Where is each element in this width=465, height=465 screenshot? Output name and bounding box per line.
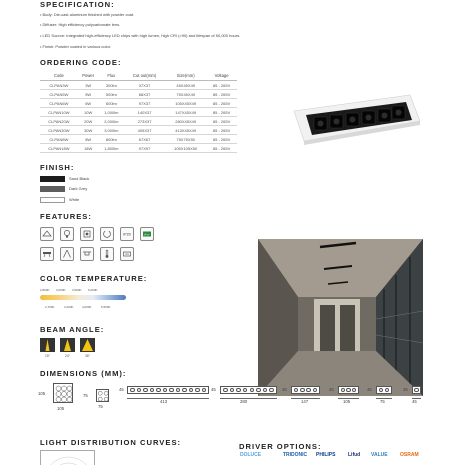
- table-cell: 97X37: [124, 99, 165, 108]
- dim-strip-length: 147: [301, 399, 309, 404]
- ip20-icon: [120, 227, 134, 241]
- table-row: [40, 126, 237, 135]
- dim-strip-length: 280: [240, 399, 248, 404]
- dim-line: [220, 398, 277, 399]
- table-cell: 30W: [78, 126, 99, 135]
- table-row: [40, 108, 237, 117]
- dim-small-height: 75: [83, 393, 88, 398]
- ct-top-label: 2,800K: [40, 288, 50, 292]
- table-cell: 10W: [78, 108, 99, 117]
- table-cell: CLPAN3W: [40, 81, 78, 90]
- beam-15-icon: [40, 338, 55, 352]
- ip-badge: IP20: [123, 232, 131, 237]
- ct-top-label: 3,500K: [72, 288, 82, 292]
- table-cell: 37X37: [124, 81, 165, 90]
- strip-413-drawing: [127, 386, 209, 394]
- table-cell: 1,000lm: [99, 108, 124, 117]
- table-cell: 273X37: [124, 117, 165, 126]
- table-row: [40, 90, 237, 99]
- strip-147-drawing: [291, 386, 320, 394]
- driver-options-title: DRIVER OPTIONS:: [239, 442, 322, 451]
- beam-label: 15°: [45, 354, 50, 358]
- col-header: Flux: [107, 73, 116, 78]
- dim-strip-length: 105: [343, 399, 351, 404]
- rotate-360-icon: [100, 227, 114, 241]
- product-image: [290, 93, 422, 145]
- finish-swatch-white: [40, 197, 65, 203]
- dim-square-width: 105: [57, 406, 65, 411]
- strip-280-drawing: [220, 386, 277, 394]
- brand-logo-value: VALUE: [371, 452, 388, 458]
- rating-badge: A++: [144, 232, 150, 237]
- temperature-icon: [100, 247, 114, 261]
- table-cell: 413X45X49: [165, 126, 206, 135]
- square-105-drawing: [53, 383, 73, 403]
- table-cell: 3,000lm: [99, 126, 124, 135]
- class-rating-icon: [140, 227, 154, 241]
- beam-24-icon: [60, 338, 75, 352]
- ordering-title: ORDERING CODE:: [40, 58, 122, 67]
- table-cell: 2,000lm: [99, 117, 124, 126]
- table-header-row: [40, 71, 237, 81]
- ct-bottom-label: 6,500K: [101, 305, 111, 309]
- light-distribution-title: LIGHT DISTRIBUTION CURVES:: [40, 438, 182, 447]
- table-row: [40, 144, 237, 153]
- driver-icon: [120, 247, 134, 261]
- table-cell: 105X45X49: [165, 99, 206, 108]
- square-75-drawing: [96, 389, 109, 402]
- dim-square-height: 105: [38, 391, 46, 396]
- table-cell: 405X37: [124, 126, 165, 135]
- spec-line: • LED Source: Integrated high-efficiency LED chips with high lumen, high CRI (>90) and lifespan of 50,000 hours.: [40, 33, 241, 38]
- table-cell: 85 - 265V: [206, 81, 237, 90]
- table-cell: 68X37: [124, 90, 165, 99]
- table-cell: 8W: [78, 135, 99, 144]
- room-photo: [258, 239, 423, 396]
- recessed-icon: [80, 247, 94, 261]
- table-cell: 105X105X50: [165, 144, 206, 153]
- table-cell: 85 - 265V: [206, 108, 237, 117]
- col-header: Power: [82, 73, 95, 78]
- spec-line: • Body: Die-cast aluminum finished with powder coat.: [40, 12, 135, 17]
- table-cell: 75X45X49: [165, 90, 206, 99]
- table-row: [40, 81, 237, 90]
- dim-strip-side: 45: [211, 387, 216, 392]
- specification-title: SPECIFICATION:: [40, 0, 115, 9]
- finish-swatch-sand-black: [40, 176, 65, 182]
- dim-strip-length: 75: [380, 399, 385, 404]
- brand-logo-philips: PHILIPS: [316, 452, 336, 458]
- table-cell: 5W: [78, 90, 99, 99]
- table-cell: 85 - 265V: [206, 126, 237, 135]
- table-cell: 85 - 265V: [206, 135, 237, 144]
- table-cell: 1,800lm: [99, 144, 124, 153]
- beam-label: 24°: [65, 354, 70, 358]
- dim-strip-length: 45: [412, 399, 417, 404]
- dim-strip-side: 45: [403, 387, 408, 392]
- finish-label: Dark Grey: [69, 186, 88, 191]
- finish-title: FINISH:: [40, 163, 75, 172]
- table-cell: 18W: [78, 144, 99, 153]
- table-cell: 67X67: [124, 135, 165, 144]
- beam-36-icon: [80, 338, 95, 352]
- table-cell: 45X45X49: [165, 81, 206, 90]
- col-header: Size(mm): [176, 73, 195, 78]
- table-cell: 300lm: [99, 81, 124, 90]
- table-row: [40, 117, 237, 126]
- table-cell: 85 - 265V: [206, 90, 237, 99]
- dimensions-title: DIMENSIONS (MM):: [40, 369, 127, 378]
- dim-line: [127, 398, 209, 399]
- finish-label: Sand Black: [69, 176, 90, 181]
- ct-top-label: 3,000K: [56, 288, 66, 292]
- table-cell: 85 - 265V: [206, 117, 237, 126]
- table-row: [40, 99, 237, 108]
- ct-bottom-label: 2,700K: [45, 305, 55, 309]
- features-title: FEATURES:: [40, 212, 92, 221]
- table-cell: 800lm: [99, 135, 124, 144]
- table-cell: CLPAN8W: [40, 135, 78, 144]
- table-cell: CLPAN18W: [40, 144, 78, 153]
- ordering-table: [40, 71, 237, 153]
- ceiling-mount-icon: [40, 247, 54, 261]
- led-chip-icon: [80, 227, 94, 241]
- col-header: Code: [53, 73, 64, 78]
- brand-logo-doluce: DOLUCE: [240, 452, 262, 458]
- table-cell: 500lm: [99, 90, 124, 99]
- table-cell: CLPAN20W: [40, 117, 78, 126]
- brand-logo-tridonic: TRIDONIC: [283, 452, 308, 458]
- dim-strip-side: 45: [329, 387, 334, 392]
- ct-bottom-label: 3,200K: [64, 305, 74, 309]
- table-cell: 140X37: [124, 108, 165, 117]
- table-cell: 147X45X49: [165, 108, 206, 117]
- table-cell: CLPAN6W: [40, 99, 78, 108]
- strip-75-drawing: [376, 386, 392, 394]
- table-cell: 20W: [78, 117, 99, 126]
- dim-strip-side: 45: [282, 387, 287, 392]
- strip-105-drawing: [338, 386, 359, 394]
- light-distribution-chart: [40, 450, 95, 465]
- dim-strip-side: 45: [119, 387, 124, 392]
- color-temperature-title: COLOR TEMPERATURE:: [40, 274, 148, 283]
- table-cell: 75X75X50: [165, 135, 206, 144]
- table-cell: CLPAN10W: [40, 108, 78, 117]
- beam-label: 36°: [85, 354, 90, 358]
- color-temperature-bar: [40, 295, 126, 300]
- dimming-icon: [40, 227, 54, 241]
- table-cell: 3W: [78, 81, 99, 90]
- ct-top-label: 5,000K: [88, 288, 98, 292]
- table-cell: 600lm: [99, 99, 124, 108]
- table-cell: 85 - 265V: [206, 144, 237, 153]
- dim-strip-side: 45: [367, 387, 372, 392]
- table-cell: 6W: [78, 99, 99, 108]
- dim-small-width: 75: [98, 404, 103, 409]
- brand-logo-osram: OSRAM: [400, 452, 419, 458]
- table-row: [40, 135, 237, 144]
- col-header: Cut out(mm): [132, 73, 157, 78]
- ct-bottom-label: 4,000K: [82, 305, 92, 309]
- beam-angle-icon: [60, 247, 74, 261]
- table-cell: CLPAN30W: [40, 126, 78, 135]
- strip-45-drawing: [412, 386, 421, 394]
- spec-line: • Finish: Powder coated in various color.: [40, 44, 111, 49]
- table-cell: CLPAN5W: [40, 90, 78, 99]
- col-header: Voltage: [214, 73, 229, 78]
- finish-swatch-dark-grey: [40, 186, 65, 192]
- table-cell: 280X45X49: [165, 117, 206, 126]
- table-cell: 85 - 265V: [206, 99, 237, 108]
- dim-strip-length: 413: [160, 399, 168, 404]
- spec-line: • Diffuser: High efficiency polycarbonate lens.: [40, 22, 121, 27]
- bulb-icon: [60, 227, 74, 241]
- table-cell: 97X97: [124, 144, 165, 153]
- finish-label: White: [69, 197, 80, 202]
- beam-angle-title: BEAM ANGLE:: [40, 325, 105, 334]
- brand-logo-lifud: Lifud: [348, 452, 361, 458]
